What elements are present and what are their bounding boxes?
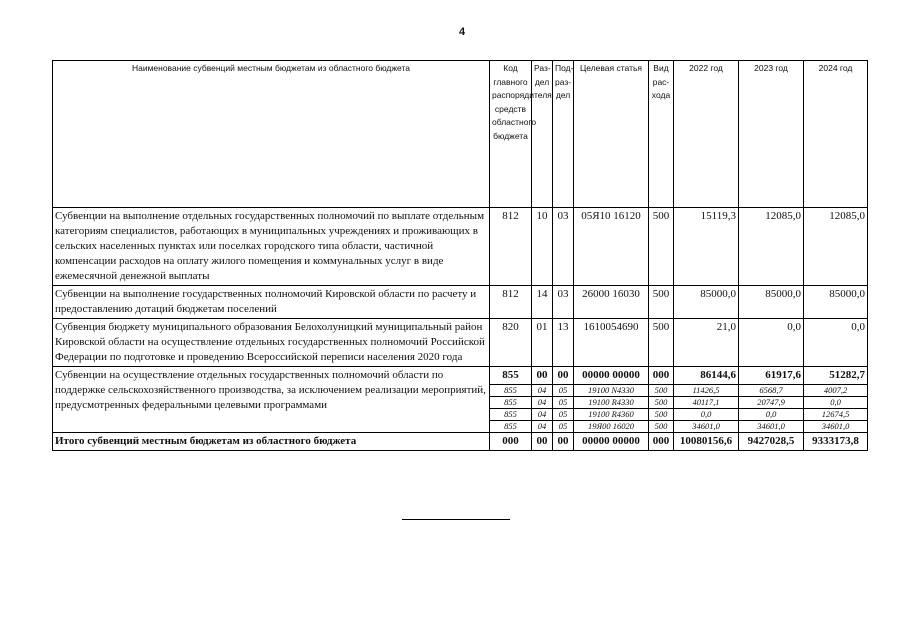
- subrow-section: 04: [532, 385, 553, 397]
- subrow-2023: 34601,0: [739, 421, 804, 433]
- row-2022: 86144,6: [674, 367, 739, 385]
- subrow-type: 500: [649, 409, 674, 421]
- header-2022: 2022 год: [674, 61, 739, 208]
- subrow-section: 04: [532, 421, 553, 433]
- row-section: 10: [532, 208, 553, 286]
- header-name: Наименование субвенций местным бюджетам из областного бюджета: [53, 61, 490, 208]
- subventions-table: [52, 60, 868, 451]
- row-2023: 61917,6: [739, 367, 804, 385]
- row-name: Субвенции на выполнение отдельных государственных полномочий по выплате отдельным категориям специалистов, работающих в муниципальных учреждениях и проживающих в сельских населенных пунктах или поселках городского типа области, частичной компенсации расходов на оплату жилого помещения и коммунальных услуг в виде ежемесячной денежной выплаты: [53, 208, 490, 286]
- row-section: 14: [532, 286, 553, 319]
- header-type: Вид рас-хода: [649, 61, 674, 208]
- subrow-article: 19100 R4330: [574, 397, 649, 409]
- header-2024: 2024 год: [804, 61, 868, 208]
- header-code: Код главного распорядителя средств областного бюджета: [490, 61, 532, 208]
- row-section: 00: [532, 367, 553, 385]
- row-code: 812: [490, 286, 532, 319]
- total-name: Итого субвенций местным бюджетам из областного бюджета: [53, 433, 490, 451]
- row-2024: 0,0: [804, 319, 868, 367]
- subrow-2024: 4007,2: [804, 385, 868, 397]
- total-code: 000: [490, 433, 532, 451]
- row-section: 01: [532, 319, 553, 367]
- subrow-code: 855: [490, 409, 532, 421]
- total-section: 00: [532, 433, 553, 451]
- subrow-article: 19100 R4360: [574, 409, 649, 421]
- row-2024: 12085,0: [804, 208, 868, 286]
- footer-divider: [402, 519, 510, 520]
- subrow-code: 855: [490, 385, 532, 397]
- subrow-section: 04: [532, 397, 553, 409]
- header-2023: 2023 год: [739, 61, 804, 208]
- subrow-type: 500: [649, 397, 674, 409]
- row-2023: 85000,0: [739, 286, 804, 319]
- row-name: Субвенции на осуществление отдельных государственных полномочий области по поддержке сельскохозяйственного производства, за исключением реализации мероприятий, предусмотренных федеральными целевыми программами: [53, 367, 490, 433]
- subrow-2022: 11426,5: [674, 385, 739, 397]
- subrow-subsection: 05: [553, 421, 574, 433]
- row-article: 05Я10 16120: [574, 208, 649, 286]
- subrow-section: 04: [532, 409, 553, 421]
- row-type: 500: [649, 319, 674, 367]
- subrow-2022: 0,0: [674, 409, 739, 421]
- subrow-2022: 40117,1: [674, 397, 739, 409]
- row-name: Субвенции на выполнение государственных полномочий Кировской области по расчету и предоставлению дотаций бюджетам поселений: [53, 286, 490, 319]
- row-article: 1610054690: [574, 319, 649, 367]
- row-2024: 85000,0: [804, 286, 868, 319]
- header-article: Целевая статья: [574, 61, 649, 208]
- total-2022: 10080156,6: [674, 433, 739, 451]
- row-2023: 12085,0: [739, 208, 804, 286]
- header-row: [53, 61, 868, 208]
- subrow-code: 855: [490, 397, 532, 409]
- subrow-article: 19100 N4330: [574, 385, 649, 397]
- row-code: 820: [490, 319, 532, 367]
- row-name: Субвенция бюджету муниципального образования Белохолуницкий муниципальный район Кировской области на осуществление отдельных государственных полномочий Российской Федерации по подготовке и проведению Всероссийской переписи населения 2020 года: [53, 319, 490, 367]
- row-2024: 51282,7: [804, 367, 868, 385]
- total-subsection: 00: [553, 433, 574, 451]
- table-row: [53, 208, 868, 286]
- subrow-2023: 20747,9: [739, 397, 804, 409]
- table-row: [53, 319, 868, 367]
- row-subsection: 03: [553, 208, 574, 286]
- row-code: 855: [490, 367, 532, 385]
- header-subsection: Под-раз-дел: [553, 61, 574, 208]
- subrow-2024: 12674,5: [804, 409, 868, 421]
- row-2022: 21,0: [674, 319, 739, 367]
- row-2023: 0,0: [739, 319, 804, 367]
- subrow-subsection: 05: [553, 397, 574, 409]
- total-article: 00000 00000: [574, 433, 649, 451]
- subrow-2023: 6568,7: [739, 385, 804, 397]
- table-row: [53, 286, 868, 319]
- total-type: 000: [649, 433, 674, 451]
- subrow-article: 19Я00 16020: [574, 421, 649, 433]
- row-article: 26000 16030: [574, 286, 649, 319]
- subrow-subsection: 05: [553, 385, 574, 397]
- subrow-2024: 34601,0: [804, 421, 868, 433]
- subrow-subsection: 05: [553, 409, 574, 421]
- subrow-2024: 0,0: [804, 397, 868, 409]
- row-subsection: 03: [553, 286, 574, 319]
- subrow-2022: 34601,0: [674, 421, 739, 433]
- total-2024: 9333173,8: [804, 433, 868, 451]
- subrow-code: 855: [490, 421, 532, 433]
- total-2023: 9427028,5: [739, 433, 804, 451]
- row-article: 00000 00000: [574, 367, 649, 385]
- total-row: [53, 433, 868, 451]
- table-row: [53, 367, 868, 385]
- row-subsection: 00: [553, 367, 574, 385]
- row-2022: 15119,3: [674, 208, 739, 286]
- subrow-2023: 0,0: [739, 409, 804, 421]
- page-number: 4: [459, 26, 466, 38]
- row-subsection: 13: [553, 319, 574, 367]
- row-code: 812: [490, 208, 532, 286]
- row-2022: 85000,0: [674, 286, 739, 319]
- row-type: 500: [649, 286, 674, 319]
- subrow-type: 500: [649, 421, 674, 433]
- row-type: 500: [649, 208, 674, 286]
- subrow-type: 500: [649, 385, 674, 397]
- row-type: 000: [649, 367, 674, 385]
- header-section: Раз-дел: [532, 61, 553, 208]
